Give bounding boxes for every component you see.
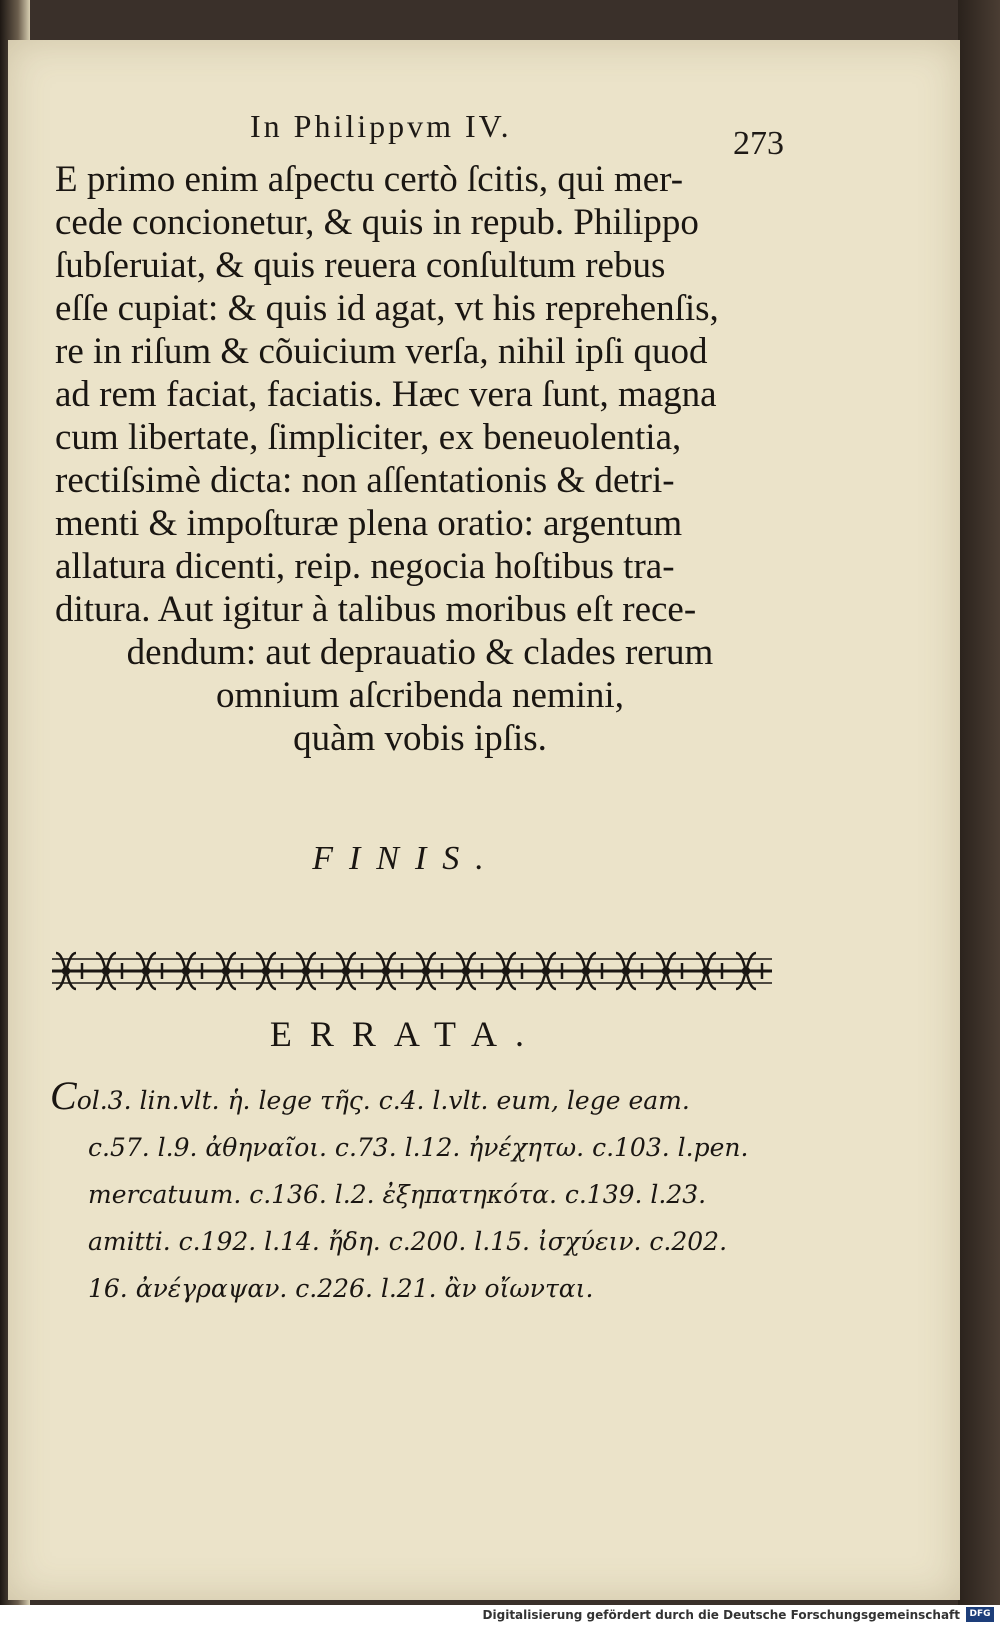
- errata-line: Col.3. lin.vlt. ἡ. lege τῆς. c.4. l.vlt. eum, lege eam.: [50, 1073, 690, 1118]
- text-line: omnium aſcribenda nemini,: [216, 675, 624, 716]
- errata-line: mercatuum. c.136. l.2. ἐξηπατηκότα. c.139. l.23.: [88, 1180, 707, 1209]
- text-line: cum libertate, ſimpliciter, ex beneuolentia,: [55, 417, 682, 458]
- text-line: eſſe cupiat: & quis id agat, vt his reprehenſis,: [55, 288, 719, 329]
- errata-line: 16. ἀνέγραψαν. c.226. l.21. ἂν οἴωνται.: [88, 1274, 594, 1303]
- book-edge: [958, 0, 1000, 1605]
- errata-line: c.57. l.9. ἀθηναῖοι. c.73. l.12. ἠνέχητω. c.103. l.pen.: [88, 1133, 749, 1162]
- text-line: cede concionetur, & quis in repub. Philippo: [55, 202, 699, 243]
- errata-initial: C: [50, 1073, 77, 1118]
- body-text: [55, 158, 785, 760]
- text-line: dendum: aut deprauatio & clades rerum: [126, 632, 714, 673]
- text-line: allatura dicenti, reip. negocia hoſtibus tra-: [55, 546, 675, 587]
- text-line: re in riſum & cõuicium verſa, nihil ipſi quod: [55, 331, 708, 372]
- errata-list: [50, 1072, 748, 1312]
- errata-line: amitti. c.192. l.14. ἤδη. c.200. l.15. ἰσχύειν. c.202.: [88, 1227, 728, 1256]
- page-number: 273: [733, 125, 784, 162]
- text-line: ad rem faciat, faciatis. Hæc vera ſunt, magna: [55, 374, 717, 415]
- dfg-logo: DFG: [966, 1607, 994, 1622]
- text-line: ditura. Aut igitur à talibus moribus eſt rece-: [55, 589, 697, 630]
- text-line: quàm vobis ipſis.: [293, 718, 547, 759]
- text-line: ſubſeruiat, & quis reuera conſultum rebus: [55, 245, 666, 286]
- text-line: menti & impoſturæ plena oratio: argentum: [55, 503, 683, 544]
- finis-heading: FINIS.: [312, 840, 500, 877]
- text-line: rectiſsimè dicta: non aſſentationis & detri-: [55, 460, 675, 501]
- digitization-credit: Digitalisierung gefördert durch die Deutsche Forschungsgemeinschaft: [482, 1608, 960, 1622]
- errata-heading: ERRATA.: [269, 1014, 543, 1054]
- ornament-divider-icon: [52, 945, 772, 997]
- text-line: E primo enim aſpectu certò ſcitis, qui mer-: [55, 159, 684, 200]
- running-head: In Philippvm IV.: [250, 108, 512, 144]
